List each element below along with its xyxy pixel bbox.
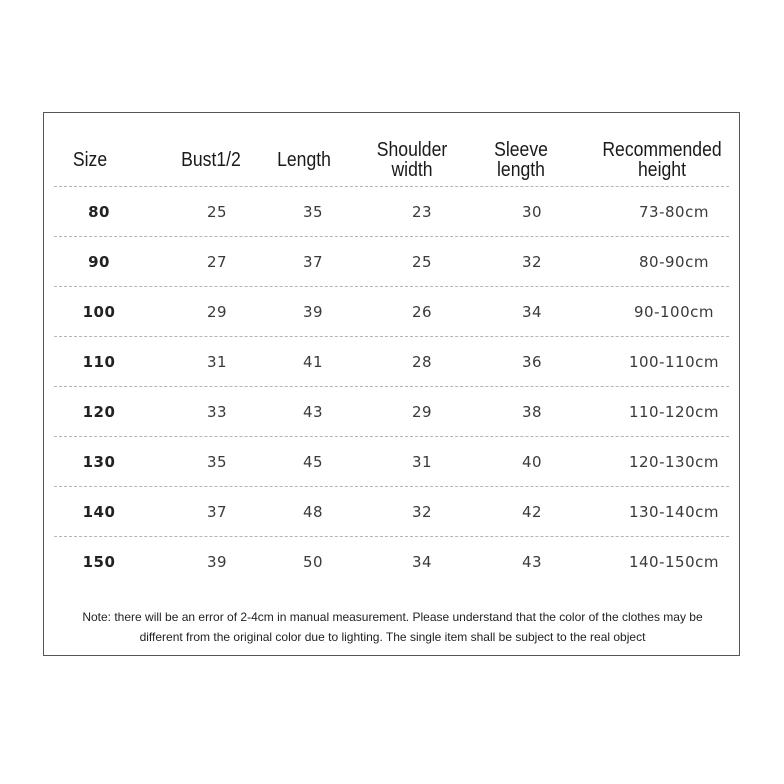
row-divider [54,236,729,237]
cell-shoulder: 23 [411,203,433,221]
header-size: Size [72,149,108,171]
cell-length: 37 [302,253,324,271]
cell-sleeve: 36 [521,353,543,371]
header-sleeve-length: Sleeve length [494,139,548,181]
cell-shoulder: 25 [411,253,433,271]
table-row [44,497,739,527]
header-bust: Bust1/2 [181,149,241,171]
cell-height: 90-100cm [634,303,714,321]
table-row [44,447,739,477]
row-divider [54,386,729,387]
row-divider [54,186,729,187]
cell-height: 140-150cm [628,553,720,571]
cell-sleeve: 38 [521,403,543,421]
cell-height: 110-120cm [628,403,720,421]
cell-sleeve: 42 [521,503,543,521]
cell-shoulder: 32 [411,503,433,521]
cell-height: 80-90cm [639,253,709,271]
cell-length: 41 [302,353,324,371]
cell-sleeve: 34 [521,303,543,321]
cell-bust: 31 [206,353,228,371]
cell-sleeve: 30 [521,203,543,221]
table-header [44,131,739,189]
cell-bust: 25 [206,203,228,221]
cell-bust: 39 [206,553,228,571]
cell-bust: 35 [206,453,228,471]
cell-size: 100 [82,303,116,321]
row-divider [54,536,729,537]
table-row [44,197,739,227]
cell-sleeve: 43 [521,553,543,571]
cell-height: 130-140cm [628,503,720,521]
cell-bust: 27 [206,253,228,271]
table-row [44,547,739,577]
row-divider [54,336,729,337]
cell-height: 73-80cm [639,203,709,221]
cell-sleeve: 32 [521,253,543,271]
cell-shoulder: 28 [411,353,433,371]
cell-length: 43 [302,403,324,421]
cell-shoulder: 31 [411,453,433,471]
cell-shoulder: 26 [411,303,433,321]
table-row [44,297,739,327]
cell-sleeve: 40 [521,453,543,471]
cell-size: 120 [82,403,116,421]
cell-shoulder: 34 [411,553,433,571]
size-chart-frame [43,112,740,656]
cell-shoulder: 29 [411,403,433,421]
header-length: Length [277,149,331,171]
cell-height: 100-110cm [628,353,720,371]
cell-length: 50 [302,553,324,571]
cell-bust: 33 [206,403,228,421]
cell-length: 35 [302,203,324,221]
cell-bust: 29 [206,303,228,321]
table-row [44,247,739,277]
note-line-1: Note: there will be an error of 2-4cm in manual measurement. Please understand that the color of the clothes may be [82,610,703,624]
note-line-2: different from the original color due to lighting. The single item shall be subject to the real object [139,630,646,644]
table-row [44,347,739,377]
cell-length: 39 [302,303,324,321]
cell-size: 130 [82,453,116,471]
header-recommended-height: Recommended height [602,139,722,181]
row-divider [54,286,729,287]
cell-height: 120-130cm [628,453,720,471]
cell-size: 80 [88,203,110,221]
cell-size: 140 [82,503,116,521]
header-shoulder-width: Shoulder width [376,139,448,181]
cell-size: 90 [88,253,110,271]
cell-size: 150 [82,553,116,571]
cell-length: 48 [302,503,324,521]
row-divider [54,436,729,437]
measurement-note [74,607,711,647]
cell-bust: 37 [206,503,228,521]
table-row [44,397,739,427]
cell-size: 110 [82,353,116,371]
cell-length: 45 [302,453,324,471]
row-divider [54,486,729,487]
